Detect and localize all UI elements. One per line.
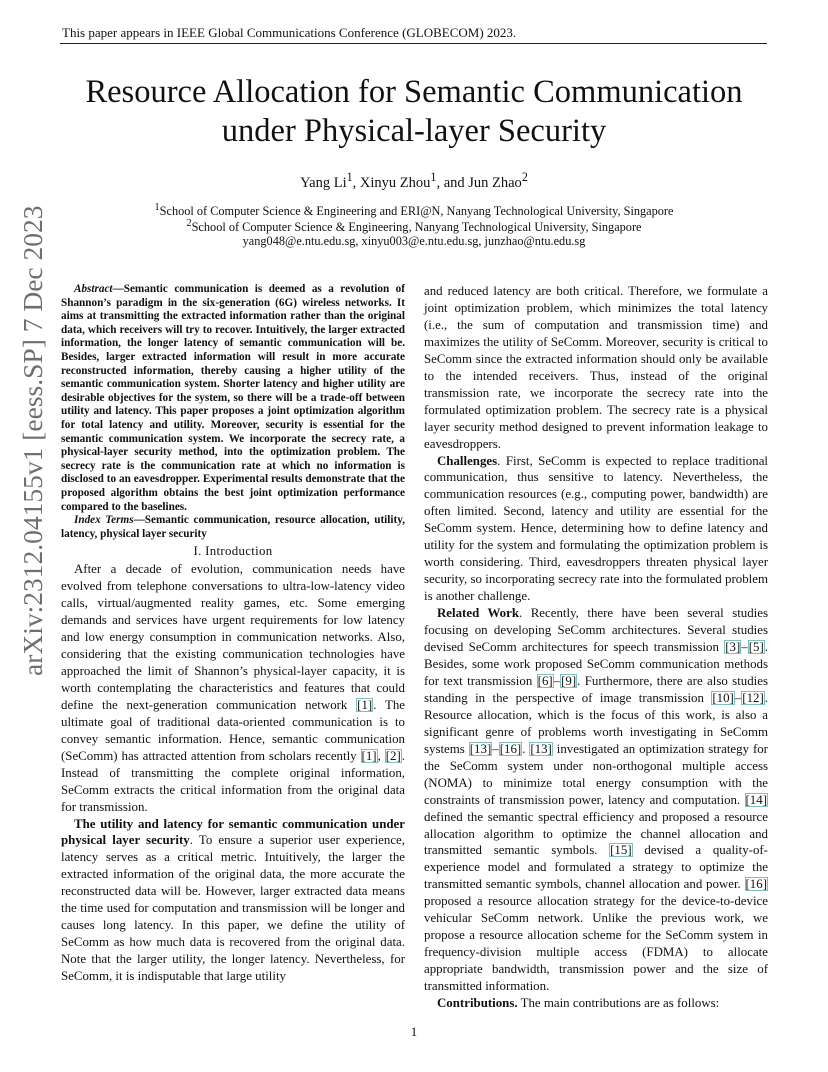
intro-paragraph-2: [61, 816, 405, 986]
right-column: [424, 283, 768, 1012]
paragraph-text: devised a quality-of-experience model and formulated a strategy to optimize the transmitted semantic symbols, channel allocation and power.: [424, 843, 768, 892]
paragraph-text: defined the semantic spectral efficiency and proposed a resource allocation algorithm to optimize the channel allocation and transmitted semantic symbols.: [424, 809, 768, 858]
paper-title: [40, 73, 788, 151]
abstract-label: Abstract: [74, 283, 113, 295]
author-1-affil: 1: [346, 170, 353, 184]
affiliation-1-text: School of Computer Science & Engineering and ERI@N, Nanyang Technological University, Singapore: [159, 204, 674, 219]
author-separator: , and: [436, 174, 469, 191]
citation-link[interactable]: [10]: [712, 690, 734, 705]
paragraph-text: proposed a resource allocation strategy for the device-to-device vehicular SeComm network. Unlike the previous work, we propose a resource allocation scheme for the SeComm system in frequency-division multiple access (FDMA) to allocate appropriate bandwidth, transmission power and the size of transmitted information.: [424, 894, 768, 994]
affiliation-2-text: School of Computer Science & Engineering, Nanyang Technological University, Singapore: [191, 220, 642, 235]
citation-link[interactable]: [9]: [561, 673, 577, 688]
related-work-paragraph: [424, 605, 768, 995]
challenges-paragraph: [424, 453, 768, 606]
author-2-affil: 1: [430, 170, 437, 184]
page-number: 1: [410, 1024, 418, 1039]
citation-link[interactable]: [6]: [537, 673, 553, 688]
arxiv-stamp: [13, 205, 53, 676]
header-note: This paper appears in IEEE Global Communications Conference (GLOBECOM) 2023.: [62, 25, 517, 40]
author-separator: ,: [352, 174, 360, 191]
left-column: [61, 283, 405, 985]
index-terms-label: Index Terms: [74, 514, 134, 527]
related-work-label: Related Work: [437, 606, 519, 621]
citation-link[interactable]: [3]: [725, 640, 741, 655]
title-line-1: Resource Allocation for Semantic Communication: [85, 74, 743, 110]
citation-link[interactable]: [15]: [610, 843, 632, 858]
index-terms-text: —Semantic communication, resource allocation, utility, latency, physical layer security: [61, 514, 405, 540]
paragraph-text: . Besides, some work proposed SeComm communication methods for text transmission: [424, 640, 768, 688]
affiliation-2-mark: 2: [186, 218, 192, 229]
author-3-affil: 2: [521, 170, 528, 184]
paragraph-text: The main contributions are as follows:: [517, 996, 720, 1011]
index-terms: [61, 514, 405, 541]
section-heading-introduction: I. Introduction: [193, 544, 273, 559]
author-3: Jun Zhao: [468, 174, 522, 191]
author-1: Yang Li: [300, 174, 347, 191]
challenges-label: Challenges: [437, 453, 498, 468]
citation-link[interactable]: [2]: [385, 748, 401, 763]
paragraph-text: –: [492, 741, 499, 756]
affiliation-2: [0, 218, 828, 235]
abstract-text: —Semantic communication is deemed as a revolution of Shannon’s paradigm in the six-generation (6G) wireless networks. It aims at transmitting the extracted information rather than the original data, which receivers will try to recover. Intuitively, the larger extracted information, the longer latency of semantic communication will be. Besides, larger extracted information will result in more accurate reconstructed information, thereby causing a higher utility of the semantic communication system. Shorter latency and higher utility are desirable objectives for the system, so there will be a trade-off between utility and latency. This paper proposes a joint optimization algorithm for total latency and utility. Moreover, security is essential for the semantic communication system. We incorporate the secrecy rate, a physical-layer security method, into the optimization problem. The secrecy rate is the communication rate at which no information is disclosed to an eavesdropper. Experimental results demonstrate that the proposed algorithm obtains the best joint optimization performance compared to the baselines.: [61, 283, 405, 513]
contributions-label: Contributions.: [437, 996, 518, 1011]
citation-link[interactable]: [5]: [748, 640, 764, 655]
paragraph-text: . To ensure a superior user experience, latency serves as a critical metric. Intuitively, the larger the extracted information of the original data, the more accurate the reconstructed data will be. However, larger extracted data means the time used for computation and transmission will be longer and causes long latency. In this paper, we define the utility of SeComm as how much data is recovered from the original data. Note that the larger utility, the longer latency. Nevertheless, for SeComm, it is indisputable that large utility: [61, 833, 405, 984]
authors: [0, 170, 828, 192]
citation-link[interactable]: [13]: [469, 741, 492, 756]
paragraph-text: .: [522, 741, 530, 756]
paragraph-text: –: [734, 690, 742, 705]
intro-paragraph-3: and reduced latency are both critical. Therefore, we formulate a joint optimization problem, which minimizes the total latency (i.e., the sum of computation and transmission time) and maximizes the utility of SeComm. Moreover, security is critical to SeComm since the extracted information should only be available to the intended receivers. Thus, instead of the original transmission rate, we incorporate the secrecy rate into the formulated optimization problem. The secrecy rate is a physical layer security method designed to prevent information leakage to eavesdroppers.: [424, 284, 768, 451]
paragraph-text: After a decade of evolution, communication needs have evolved from telephone conversations to ultra-low-latency video calls, virtual/augmented reality games, etc. Some emerging demands and services have urgent requirements for low latency and low energy consumption in communication networks. Also, considering that the existing communication technologies have approached the limit of Shannon’s physical-layer capacity, it is worth contemplating the characteristics and features that could define the next-generation communication network: [61, 562, 405, 712]
affiliation-1: [0, 202, 828, 219]
author-emails: yang048@e.ntu.edu.sg, xinyu003@e.ntu.edu.sg, junzhao@ntu.edu.sg: [242, 234, 586, 248]
affiliation-1-mark: 1: [154, 202, 160, 213]
arxiv-identifier: arXiv:2312.04155v1 [eess.SP] 7 Dec 2023: [17, 205, 48, 676]
paragraph-text: ,: [377, 748, 385, 763]
paragraph-text: . Furthermore, there are also studies standing in the perspective of image transmission: [424, 673, 768, 705]
citation-link[interactable]: [16]: [745, 877, 767, 892]
paragraph-text: . Recently, there have been several studies focusing on developing SeComm architectures. Several studies devised SeComm architectures for speech transmission: [424, 606, 768, 655]
paragraph-text: –: [741, 640, 748, 655]
abstract: [61, 283, 405, 514]
paragraph-text: investigated an optimization strategy for the SeComm system under non-orthogonal multiple access (NOMA) to minimize total energy consumption with the constraints of transmission power, latency and computation.: [424, 741, 768, 807]
title-line-2: under Physical-layer Security: [221, 113, 607, 149]
paragraph-text: . Resource allocation, which is the focus of this work, is also a significant genre of problems worth investigating in SeComm systems: [424, 690, 768, 756]
intro-paragraph-1: [61, 561, 405, 815]
paragraph-text: . First, SeComm is expected to replace traditional communication, thus sensitive to latency. Nevertheless, the communication resources (e.g., computing power, bandwidth) are often limited. Second, latency and utility are essential for the SeComm system. Hence, determining how to define latency and utility for the system and formulating the optimization problem is worth considering. Third, eavesdroppers threaten physical layer security, so incorporating secrecy rate into the formulated problem is another challenge.: [424, 453, 768, 604]
citation-link[interactable]: [13]: [530, 741, 552, 756]
citation-link[interactable]: [16]: [499, 741, 522, 756]
paragraph-text: . The ultimate goal of traditional data-oriented communication is to convey semantic information. Hence, semantic communication (SeComm) has attracted attention from scholars recently: [61, 697, 405, 763]
paragraph-text: . Instead of transmitting the complete original information, SeComm extracts the critical information from the original data for transmission.: [61, 748, 405, 814]
paragraph-lead: The utility and latency for semantic communication under physical layer security: [61, 816, 405, 848]
header-rule: [60, 43, 767, 44]
citation-link[interactable]: [12]: [742, 690, 764, 705]
contributions-paragraph: [424, 995, 768, 1012]
citation-link[interactable]: [1]: [357, 697, 373, 712]
citation-link[interactable]: [14]: [745, 792, 767, 807]
author-2: Xinyu Zhou: [359, 174, 431, 191]
paragraph-text: –: [553, 673, 561, 688]
citation-link[interactable]: [1]: [361, 748, 377, 763]
